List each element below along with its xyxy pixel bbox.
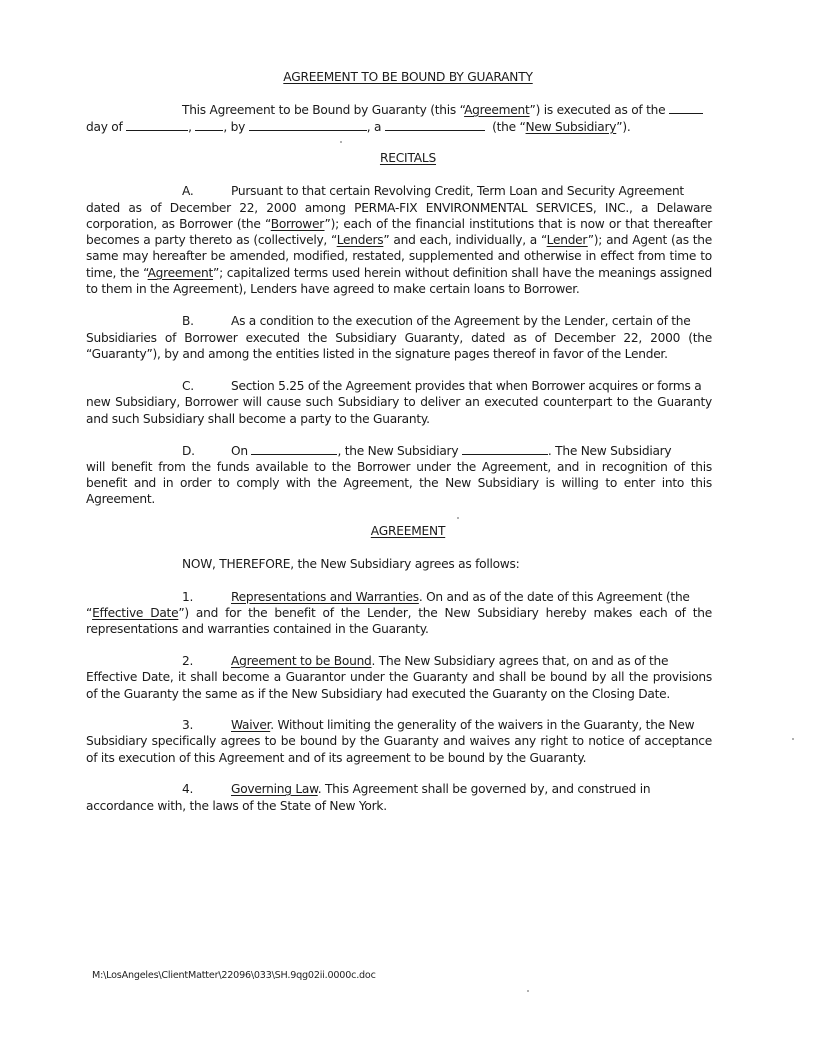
blank-date-field[interactable] bbox=[251, 443, 337, 455]
scan-speck bbox=[340, 141, 342, 143]
scan-speck bbox=[527, 990, 529, 992]
defined-term-new-subsidiary: New Subsidiary bbox=[525, 120, 617, 134]
defined-term-lender: Lender bbox=[546, 233, 588, 247]
blank-month-field[interactable] bbox=[126, 119, 188, 131]
section-3-number: 3. bbox=[182, 718, 194, 732]
section-3-line-3: of its execution of this Agreement and of its agreement to be bound by the Guaranty. bbox=[86, 751, 587, 765]
section-1-line-2: “Effective Date”) and for the benefit of the Lender, the New Subsidiary hereby makes each of the bbox=[86, 606, 712, 620]
recital-a-line-7: to them in the Agreement), Lenders have agreed to make certain loans to Borrower. bbox=[86, 282, 580, 296]
section-1-line-3: representations and warranties contained in the Guaranty. bbox=[86, 622, 429, 636]
section-2-line-1: 2. Agreement to be Bound. The New Subsidiary agrees that, on and as of the bbox=[182, 654, 669, 668]
recital-d-line-4: Agreement. bbox=[86, 492, 156, 506]
recital-c-line-3: and such Subsidiary shall become a party to the Guaranty. bbox=[86, 412, 430, 426]
section-2-line-2: Effective Date, it shall become a Guarantor under the Guaranty and shall be bound by all the provisions bbox=[86, 670, 712, 684]
section-1-number: 1. bbox=[182, 590, 194, 604]
agreement-heading: AGREEMENT bbox=[370, 524, 446, 538]
section-4-line-2: accordance with, the laws of the State of New York. bbox=[86, 799, 387, 813]
recital-b-label: B. bbox=[182, 314, 194, 328]
section-3-line-2: Subsidiary specifically agrees to be bound by the Guaranty and waives any right to notice of acceptance bbox=[86, 734, 712, 748]
recital-a-line-5: same may hereafter be amended, modified, restated, supplemented and otherwise in effect from time to bbox=[86, 249, 712, 263]
recital-c-line-1: C. Section 5.25 of the Agreement provides that when Borrower acquires or forms a bbox=[182, 379, 702, 393]
section-3-line-1: 3. Waiver. Without limiting the generality of the waivers in the Guaranty, the New bbox=[182, 718, 695, 732]
recital-b-line-2: Subsidiaries of Borrower executed the Subsidiary Guaranty, dated as of December 22, 2000 (the bbox=[86, 331, 712, 345]
recital-c-label: C. bbox=[182, 379, 194, 393]
recital-a-label: A. bbox=[182, 184, 194, 198]
blank-action-field[interactable] bbox=[462, 443, 548, 455]
recital-a-line-2: dated as of December 22, 2000 among PERMA-FIX ENVIRONMENTAL SERVICES, INC., a Delaware bbox=[86, 201, 712, 215]
scan-speck bbox=[792, 738, 794, 740]
blank-entity-type-field[interactable] bbox=[385, 119, 485, 131]
section-1-heading: Representations and Warranties bbox=[231, 590, 419, 604]
defined-term-effective-date: Effective Date bbox=[92, 606, 179, 620]
document-title: AGREEMENT TO BE BOUND BY GUARANTY bbox=[283, 70, 533, 84]
blank-day-field[interactable] bbox=[669, 102, 703, 114]
blank-subsidiary-name-field[interactable] bbox=[249, 119, 367, 131]
recital-a-line-6: time, the “Agreement”; capitalized terms used herein without definition shall have the meanings assigned bbox=[86, 266, 712, 280]
section-2-heading: Agreement to be Bound bbox=[231, 654, 372, 668]
recital-d-line-3: benefit and in order to comply with the Agreement, the New Subsidiary is willing to enter into this bbox=[86, 476, 712, 490]
defined-term-agreement: Agreement bbox=[464, 103, 530, 117]
recitals-heading: RECITALS bbox=[379, 151, 437, 165]
recital-a-line-4: becomes a party thereto as (collectively, “Lenders” and each, individually, a “Lender”); and Agent (as the bbox=[86, 233, 713, 247]
now-therefore-line: NOW, THEREFORE, the New Subsidiary agrees as follows: bbox=[182, 557, 520, 571]
section-4-line-1: 4. Governing Law. This Agreement shall be governed by, and construed in bbox=[182, 782, 651, 796]
section-4-heading: Governing Law bbox=[231, 782, 318, 796]
defined-term-agreement-2: Agreement bbox=[147, 266, 214, 280]
footer-file-path: M:\LosAngeles\ClientMatter\22096\033\SH.9qg02ii.0000c.doc bbox=[92, 970, 376, 981]
section-3-heading: Waiver bbox=[231, 718, 271, 732]
recital-c-line-2: new Subsidiary, Borrower will cause such Subsidiary to deliver an executed counterpart to the Guaranty bbox=[86, 395, 712, 409]
section-4-number: 4. bbox=[182, 782, 194, 796]
section-2-number: 2. bbox=[182, 654, 194, 668]
recital-b-line-3: “Guaranty”), by and among the entities listed in the signature pages thereof in favor of the Lender. bbox=[86, 347, 668, 361]
recital-d-label: D. bbox=[182, 444, 195, 458]
scan-speck bbox=[457, 517, 459, 519]
recital-a-line-3: corporation, as Borrower (the “Borrower”); each of the financial institutions that is now or that thereafter bbox=[86, 217, 713, 231]
recital-d-line-1: D. On , the New Subsidiary . The New Subsidiary bbox=[182, 444, 672, 458]
section-2-line-3: of the Guaranty the same as if the New Subsidiary had executed the Guaranty on the Closing Date. bbox=[86, 687, 671, 701]
defined-term-borrower: Borrower bbox=[270, 217, 325, 231]
blank-year-field[interactable] bbox=[195, 119, 223, 131]
section-1-line-1: 1. Representations and Warranties. On and as of the date of this Agreement (the bbox=[182, 590, 690, 604]
defined-term-lenders: Lenders bbox=[336, 233, 384, 247]
recital-a-line-1: A. Pursuant to that certain Revolving Credit, Term Loan and Security Agreement bbox=[182, 184, 684, 198]
recital-b-line-1: B. As a condition to the execution of the Agreement by the Lender, certain of the bbox=[182, 314, 691, 328]
recital-d-line-2: will benefit from the funds available to the Borrower under the Agreement, and in recognition of this bbox=[86, 460, 712, 474]
intro-line-2: day of , , by , a (the “New Subsidiary”). bbox=[86, 120, 631, 134]
intro-line-1: This Agreement to be Bound by Guaranty (this “Agreement”) is executed as of the bbox=[182, 102, 712, 118]
